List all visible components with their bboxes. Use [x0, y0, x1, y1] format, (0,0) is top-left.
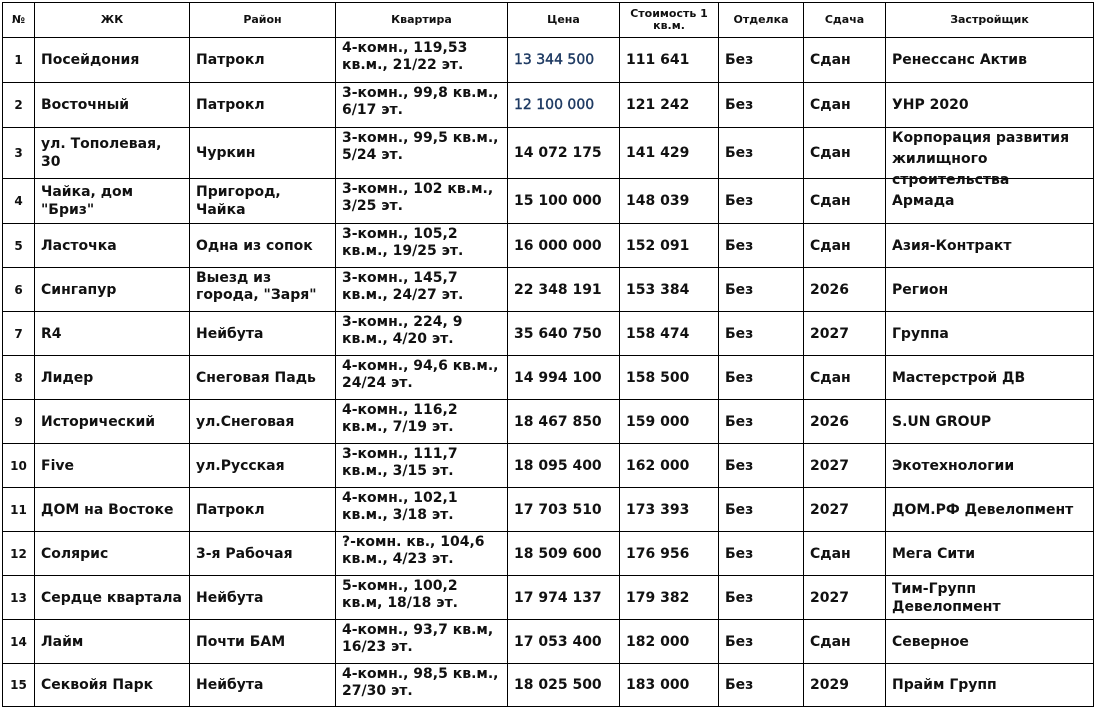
finish-cell: Без	[719, 664, 804, 707]
developer-cell: Прайм Групп	[886, 664, 1094, 707]
delivery-cell: Сдан	[804, 224, 886, 268]
complex-cell: Лидер	[35, 356, 190, 400]
row-num: 4	[3, 179, 35, 224]
district-cell: Снеговая Падь	[190, 356, 336, 400]
header-price-per-m2: Стоимость 1 кв.м.	[620, 3, 719, 38]
price-per-m2-cell: 111 641	[620, 38, 719, 83]
table-row	[3, 444, 1094, 488]
price-cell: 18 095 400	[508, 444, 620, 488]
header-price: Цена	[508, 3, 620, 38]
row-num: 1	[3, 38, 35, 83]
apartment-cell: 3-комн., 224, 9 кв.м., 4/20 эт.	[336, 312, 508, 356]
complex-cell: ул. Тополевая, 30	[35, 128, 190, 179]
complex-cell: Чайка, дом "Бриз"	[35, 179, 190, 224]
developer-cell: Экотехнологии	[886, 444, 1094, 488]
finish-cell: Без	[719, 224, 804, 268]
finish-cell: Без	[719, 268, 804, 312]
row-num: 14	[3, 620, 35, 664]
price-cell: 12 100 000	[508, 83, 620, 128]
price-cell: 35 640 750	[508, 312, 620, 356]
developer-cell: Армада	[886, 179, 1094, 224]
price-per-m2-cell: 162 000	[620, 444, 719, 488]
header-complex: ЖК	[35, 3, 190, 38]
row-num: 2	[3, 83, 35, 128]
complex-cell: R4	[35, 312, 190, 356]
table-row	[3, 664, 1094, 707]
row-num: 8	[3, 356, 35, 400]
finish-cell: Без	[719, 356, 804, 400]
complex-cell: Сингапур	[35, 268, 190, 312]
apartment-cell: 4-комн., 116,2 кв.м., 7/19 эт.	[336, 400, 508, 444]
price-per-m2-cell: 121 242	[620, 83, 719, 128]
developer-cell: Регион	[886, 268, 1094, 312]
district-cell: ул.Снеговая	[190, 400, 336, 444]
row-num: 9	[3, 400, 35, 444]
price-cell: 17 703 510	[508, 488, 620, 532]
apartment-cell: 4-комн., 102,1 кв.м., 3/18 эт.	[336, 488, 508, 532]
apartments-table	[2, 2, 1094, 707]
table-row	[3, 356, 1094, 400]
delivery-cell: Сдан	[804, 532, 886, 576]
price-cell: 16 000 000	[508, 224, 620, 268]
delivery-cell: 2026	[804, 400, 886, 444]
developer-cell: Мастерстрой ДВ	[886, 356, 1094, 400]
finish-cell: Без	[719, 38, 804, 83]
delivery-cell: Сдан	[804, 128, 886, 179]
price-per-m2-cell: 183 000	[620, 664, 719, 707]
table-row	[3, 620, 1094, 664]
district-cell: Пригород, Чайка	[190, 179, 336, 224]
price-per-m2-cell: 158 500	[620, 356, 719, 400]
apartment-cell: ?-комн. кв., 104,6 кв.м., 4/23 эт.	[336, 532, 508, 576]
district-cell: Патрокл	[190, 488, 336, 532]
row-num: 11	[3, 488, 35, 532]
complex-cell: Five	[35, 444, 190, 488]
developer-cell: Тим-Групп Девелопмент	[886, 576, 1094, 620]
apartment-cell: 3-комн., 105,2 кв.м., 19/25 эт.	[336, 224, 508, 268]
complex-cell: Лайм	[35, 620, 190, 664]
district-cell: Нейбута	[190, 312, 336, 356]
header-finish: Отделка	[719, 3, 804, 38]
header-delivery: Сдача	[804, 3, 886, 38]
district-cell: Патрокл	[190, 83, 336, 128]
finish-cell: Без	[719, 576, 804, 620]
delivery-cell: Сдан	[804, 179, 886, 224]
district-cell: Почти БАМ	[190, 620, 336, 664]
row-num: 6	[3, 268, 35, 312]
apartment-cell: 4-комн., 93,7 кв.м, 16/23 эт.	[336, 620, 508, 664]
finish-cell: Без	[719, 83, 804, 128]
developer-cell: S.UN GROUP	[886, 400, 1094, 444]
price-cell: 22 348 191	[508, 268, 620, 312]
price-per-m2-cell: 158 474	[620, 312, 719, 356]
table-row	[3, 312, 1094, 356]
district-cell: Нейбута	[190, 664, 336, 707]
developer-cell: ДОМ.РФ Девелопмент	[886, 488, 1094, 532]
table-row	[3, 400, 1094, 444]
price-cell: 18 025 500	[508, 664, 620, 707]
district-cell: Патрокл	[190, 38, 336, 83]
finish-cell: Без	[719, 400, 804, 444]
finish-cell: Без	[719, 312, 804, 356]
finish-cell: Без	[719, 179, 804, 224]
delivery-cell: Сдан	[804, 83, 886, 128]
complex-cell: Ласточка	[35, 224, 190, 268]
complex-cell: Посейдония	[35, 38, 190, 83]
table-row	[3, 38, 1094, 83]
price-per-m2-cell: 179 382	[620, 576, 719, 620]
apartment-cell: 3-комн., 99,8 кв.м., 6/17 эт.	[336, 83, 508, 128]
developer-cell: Северное	[886, 620, 1094, 664]
delivery-cell: 2027	[804, 488, 886, 532]
table-row	[3, 268, 1094, 312]
apartment-cell: 4-комн., 98,5 кв.м., 27/30 эт.	[336, 664, 508, 707]
price-cell: 13 344 500	[508, 38, 620, 83]
delivery-cell: 2027	[804, 576, 886, 620]
district-cell: Выезд из города, "Заря"	[190, 268, 336, 312]
district-cell: 3-я Рабочая	[190, 532, 336, 576]
delivery-cell: 2027	[804, 444, 886, 488]
row-num: 10	[3, 444, 35, 488]
finish-cell: Без	[719, 444, 804, 488]
row-num: 15	[3, 664, 35, 707]
delivery-cell: 2026	[804, 268, 886, 312]
finish-cell: Без	[719, 532, 804, 576]
district-cell: Одна из сопок	[190, 224, 336, 268]
header-district: Район	[190, 3, 336, 38]
price-per-m2-cell: 173 393	[620, 488, 719, 532]
price-per-m2-cell: 152 091	[620, 224, 719, 268]
developer-cell: Ренессанс Актив	[886, 38, 1094, 83]
price-cell: 18 467 850	[508, 400, 620, 444]
price-cell: 17 053 400	[508, 620, 620, 664]
table-row	[3, 488, 1094, 532]
complex-cell: Исторический	[35, 400, 190, 444]
complex-cell: ДОМ на Востоке	[35, 488, 190, 532]
developer-text: Корпорация развития жилищного строительства	[892, 130, 1070, 188]
apartment-cell: 3-комн., 102 кв.м., 3/25 эт.	[336, 179, 508, 224]
delivery-cell: 2027	[804, 312, 886, 356]
row-num: 3	[3, 128, 35, 179]
price-cell: 18 509 600	[508, 532, 620, 576]
price-per-m2-cell: 141 429	[620, 128, 719, 179]
price-per-m2-cell: 159 000	[620, 400, 719, 444]
price-cell: 14 994 100	[508, 356, 620, 400]
table-row	[3, 576, 1094, 620]
price-cell: 15 100 000	[508, 179, 620, 224]
table-row	[3, 532, 1094, 576]
table-row	[3, 128, 1094, 179]
developer-cell: Группа	[886, 312, 1094, 356]
price-per-m2-cell: 153 384	[620, 268, 719, 312]
apartment-cell: 3-комн., 145,7 кв.м., 24/27 эт.	[336, 268, 508, 312]
complex-cell: Восточный	[35, 83, 190, 128]
district-cell: ул.Русская	[190, 444, 336, 488]
price-cell: 14 072 175	[508, 128, 620, 179]
finish-cell: Без	[719, 128, 804, 179]
apartment-cell: 3-комн., 99,5 кв.м., 5/24 эт.	[336, 128, 508, 179]
apartment-cell: 4-комн., 94,6 кв.м., 24/24 эт.	[336, 356, 508, 400]
header-row	[3, 3, 1094, 38]
price-per-m2-cell: 148 039	[620, 179, 719, 224]
delivery-cell: 2029	[804, 664, 886, 707]
row-num: 12	[3, 532, 35, 576]
price-cell: 17 974 137	[508, 576, 620, 620]
table-row	[3, 83, 1094, 128]
complex-cell: Сердце квартала	[35, 576, 190, 620]
finish-cell: Без	[719, 620, 804, 664]
complex-cell: Солярис	[35, 532, 190, 576]
row-num: 13	[3, 576, 35, 620]
price-per-m2-cell: 176 956	[620, 532, 719, 576]
developer-cell	[886, 128, 1094, 188]
header-apartment: Квартира	[336, 3, 508, 38]
delivery-cell: Сдан	[804, 38, 886, 83]
finish-cell: Без	[719, 488, 804, 532]
row-num: 5	[3, 224, 35, 268]
table-row	[3, 224, 1094, 268]
district-cell: Чуркин	[190, 128, 336, 179]
apartment-cell: 4-комн., 119,53 кв.м., 21/22 эт.	[336, 38, 508, 83]
developer-cell: Мега Сити	[886, 532, 1094, 576]
apartment-cell: 5-комн., 100,2 кв.м, 18/18 эт.	[336, 576, 508, 620]
apartment-cell: 3-комн., 111,7 кв.м., 3/15 эт.	[336, 444, 508, 488]
delivery-cell: Сдан	[804, 356, 886, 400]
district-cell: Нейбута	[190, 576, 336, 620]
delivery-cell: Сдан	[804, 620, 886, 664]
complex-cell: Секвойя Парк	[35, 664, 190, 707]
header-developer: Застройщик	[886, 3, 1094, 38]
price-per-m2-cell: 182 000	[620, 620, 719, 664]
header-num: №	[3, 3, 35, 38]
developer-cell: Азия-Контракт	[886, 224, 1094, 268]
developer-cell: УНР 2020	[886, 83, 1094, 128]
row-num: 7	[3, 312, 35, 356]
